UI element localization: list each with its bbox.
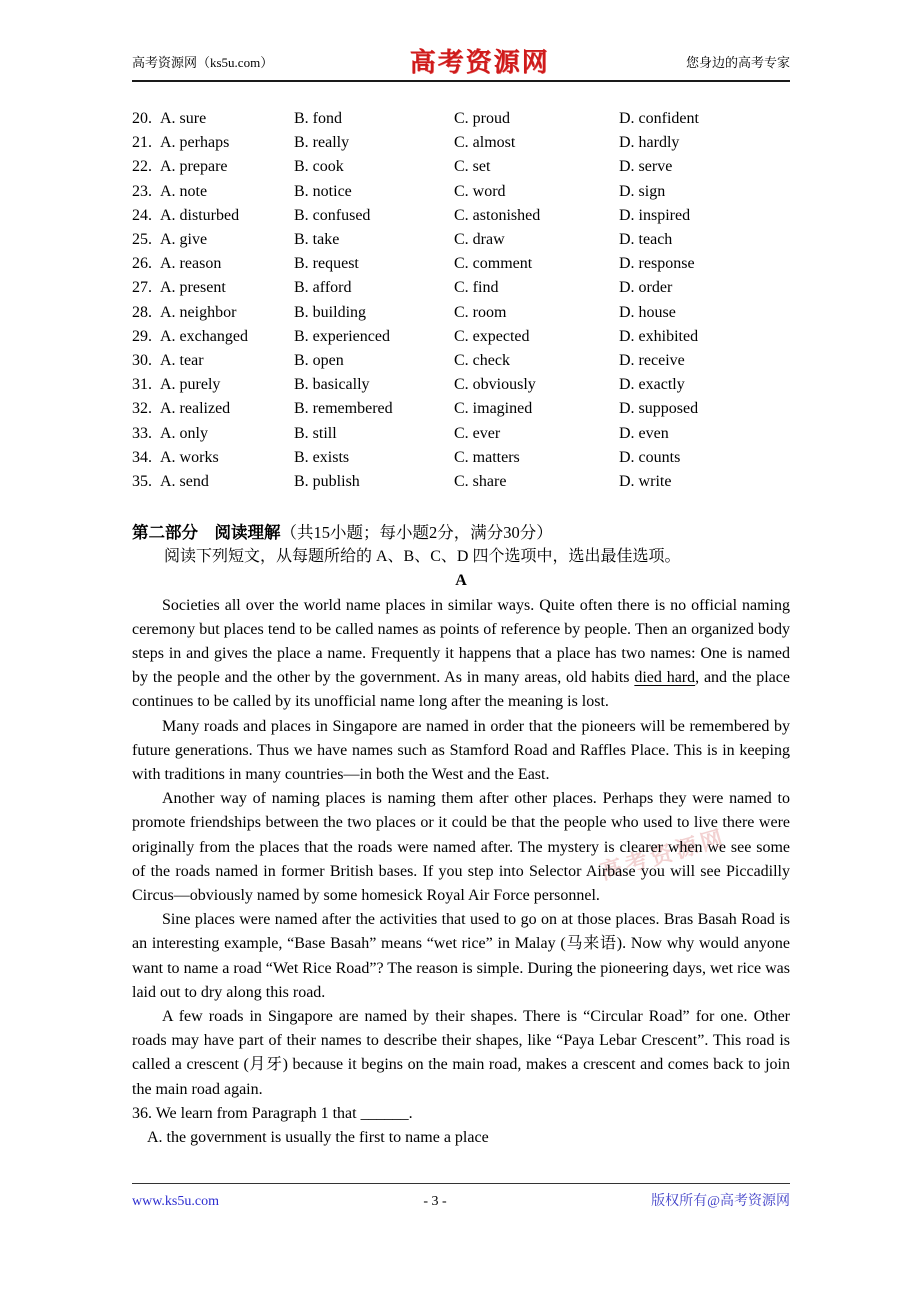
option-c: C. word [454, 182, 506, 200]
cell-q33-a [132, 421, 294, 445]
page-number: - 3 - [423, 1194, 447, 1209]
section-heading [132, 521, 790, 545]
option-a: A. give [160, 231, 208, 249]
cloze-options-table [132, 107, 790, 494]
option-c: C. room [454, 303, 507, 321]
cloze-row-28 [132, 301, 790, 325]
option-c: C. matters [454, 448, 520, 466]
section-scoring: （共15小题；每小题2分，满分30分） [280, 523, 553, 542]
option-c: C. almost [454, 134, 516, 152]
option-b: B. remembered [294, 400, 393, 418]
option-a: A. disturbed [160, 206, 240, 224]
cloze-row-21 [132, 131, 790, 155]
option-b: B. notice [294, 182, 352, 200]
option-b: B. really [294, 134, 350, 152]
paragraph-1-text-cont: , and the place continues to be called by its unofficial name long after the meaning is lost. [132, 669, 790, 711]
cloze-row-32 [132, 397, 790, 421]
paragraph-1 [132, 594, 790, 715]
option-b: B. open [294, 351, 344, 369]
option-c: C. proud [454, 110, 510, 128]
cell-q20-a [132, 107, 294, 131]
option-c: C. ever [454, 424, 501, 442]
cloze-row-27 [132, 276, 790, 300]
option-a: A. exchanged [160, 327, 248, 345]
question-number: 33. [132, 424, 152, 442]
option-b: B. still [294, 424, 337, 442]
question-number: 28. [132, 303, 152, 321]
option-d: D. sign [619, 182, 666, 200]
option-d: D. exhibited [619, 327, 699, 345]
footer-copyright: 版权所有@高考资源网 [651, 1194, 790, 1209]
option-b: B. building [294, 303, 367, 321]
footer-site-link[interactable]: www.ks5u.com [132, 1194, 219, 1209]
section-title: 第二部分 阅读理解 [132, 523, 281, 542]
cloze-row-31 [132, 373, 790, 397]
option-b: B. experienced [294, 327, 390, 345]
cell-q35-a [132, 470, 294, 494]
option-d: D. house [619, 303, 676, 321]
question-number: 20. [132, 110, 152, 128]
section-instructions: 阅读下列短文，从每题所给的 A、B、C、D 四个选项中，选出最佳选项。 [164, 548, 681, 566]
cloze-row-26 [132, 252, 790, 276]
option-b: B. take [294, 231, 340, 249]
option-b: B. basically [294, 376, 370, 394]
option-a: A. present [160, 279, 226, 297]
option-a: A. neighbor [160, 303, 237, 321]
cloze-row-20 [132, 107, 790, 131]
question-number: 24. [132, 206, 152, 224]
option-a: A. prepare [160, 158, 228, 176]
question-36-option-a: A. the government is usually the first to name a place [147, 1129, 489, 1147]
cloze-row-24 [132, 204, 790, 228]
option-a: A. reason [160, 255, 222, 273]
cell-q34-a [132, 446, 294, 470]
option-d: D. confident [619, 110, 699, 128]
option-d: D. order [619, 279, 673, 297]
header-site-name: 高考资源网（ks5u.com） [132, 55, 274, 71]
cell-q29-a [132, 325, 294, 349]
cell-q25-a [132, 228, 294, 252]
option-b: B. cook [294, 158, 344, 176]
cell-q22-a [132, 155, 294, 179]
option-c: C. check [454, 351, 510, 369]
cloze-row-22 [132, 155, 790, 179]
paragraph-5: A few roads in Singapore are named by their shapes. There is “Circular Road” for one. Other roads may have part of their names to describe their shapes, like “Paya Lebar Crescent”. This road is called a crescent (月牙) because it begins on the main road, makes a crescent and comes back to join the main road again. [132, 1008, 790, 1098]
question-number: 30. [132, 351, 152, 369]
cloze-row-35 [132, 470, 790, 494]
option-d: D. supposed [619, 400, 699, 418]
option-a: A. send [160, 472, 209, 490]
option-d: D. counts [619, 448, 681, 466]
page-footer [132, 1183, 790, 1210]
cloze-row-34 [132, 446, 790, 470]
option-c: C. astonished [454, 206, 541, 224]
option-d: D. hardly [619, 134, 680, 152]
cell-q21-a [132, 131, 294, 155]
cloze-row-29 [132, 325, 790, 349]
option-d: D. write [619, 472, 672, 490]
question-number: 22. [132, 158, 152, 176]
option-d: D. exactly [619, 376, 685, 394]
option-c: C. draw [454, 231, 505, 249]
cloze-row-33 [132, 421, 790, 445]
page-header [132, 50, 790, 82]
option-c: C. comment [454, 255, 533, 273]
question-number: 27. [132, 279, 152, 297]
option-b: B. publish [294, 472, 360, 490]
option-b: B. exists [294, 448, 350, 466]
cell-q27-a [132, 276, 294, 300]
cell-q31-a [132, 373, 294, 397]
option-c: C. set [454, 158, 491, 176]
question-number: 21. [132, 134, 152, 152]
paragraph-2: Many roads and places in Singapore are named in order that the pioneers will be remembered by future generations. Thus we have names such as Stamford Road and Raffles Place. This is in keeping with traditions in many countries—in both the West and the East. [132, 717, 790, 784]
header-logo: 高考资源网 [409, 48, 550, 77]
option-a: A. sure [160, 110, 207, 128]
watermark: 高考资源网 [597, 824, 730, 885]
option-b: B. fond [294, 110, 342, 128]
question-number: 31. [132, 376, 152, 394]
option-b: B. request [294, 255, 359, 273]
question-number: 26. [132, 255, 152, 273]
option-a: A. purely [160, 376, 221, 394]
cell-q28-a [132, 301, 294, 325]
paragraph-3: Another way of naming places is naming them after other places. Perhaps they were named to promote friendships between the two places or it could be that the people who used to live there were originally from the places that the roads were named after. The mystery is clearer when we see some of the roads named in former British bases. If you step into Selector Airbase you will see Piccadilly Circus—obviously named by some homesick Royal Air Force personnel. [132, 790, 790, 905]
option-a: A. only [160, 424, 208, 442]
option-d: D. teach [619, 231, 673, 249]
cell-q30-a [132, 349, 294, 373]
option-d: D. receive [619, 351, 685, 369]
cell-q32-a [132, 397, 294, 421]
question-number: 25. [132, 231, 152, 249]
option-c: C. expected [454, 327, 530, 345]
option-c: C. share [454, 472, 507, 490]
option-c: C. find [454, 279, 499, 297]
option-b: B. afford [294, 279, 352, 297]
question-number: 29. [132, 327, 152, 345]
cloze-row-25 [132, 228, 790, 252]
underlined-phrase: died hard [634, 669, 696, 687]
header-tagline: 您身边的高考专家 [685, 55, 790, 71]
question-36-stem: 36. We learn from Paragraph 1 that ______. [132, 1104, 413, 1122]
paragraph-1-text: Societies all over the world name places in similar ways. Quite often there is no official naming ceremony but places tend to be called names as points of reference by people. Then an organized body steps in and gives the place a name. Frequently it happens that a place has two names: One is named by the people and the other by the government. As in many areas, old habits [132, 596, 790, 687]
cell-q24-a [132, 204, 294, 228]
option-c: C. obviously [454, 376, 536, 394]
option-d: D. response [619, 255, 695, 273]
question-number: 35. [132, 472, 152, 490]
option-a: A. perhaps [160, 134, 230, 152]
option-d: D. serve [619, 158, 673, 176]
option-a: A. tear [160, 351, 204, 369]
cloze-row-30 [132, 349, 790, 373]
option-d: D. even [619, 424, 669, 442]
passage-label: A [455, 572, 467, 590]
option-a: A. realized [160, 400, 231, 418]
option-a: A. works [160, 448, 219, 466]
question-number: 32. [132, 400, 152, 418]
option-a: A. note [160, 182, 208, 200]
reading-passage [132, 594, 790, 1102]
cell-q26-a [132, 252, 294, 276]
option-c: C. imagined [454, 400, 533, 418]
question-number: 34. [132, 448, 152, 466]
option-d: D. inspired [619, 206, 691, 224]
cell-q23-a [132, 180, 294, 204]
question-number: 23. [132, 182, 152, 200]
cloze-row-23 [132, 180, 790, 204]
option-b: B. confused [294, 206, 371, 224]
paragraph-4: Sine places were named after the activities that used to go on at those places. Bras Basah Road is an interesting example, “Base Basah” means “wet rice” in Malay (马来语). Now why would anyone want to name a road “Wet Rice Road”? The reason is simple. During the pioneering days, wet rice was laid out to dry along this road. [132, 911, 790, 1001]
